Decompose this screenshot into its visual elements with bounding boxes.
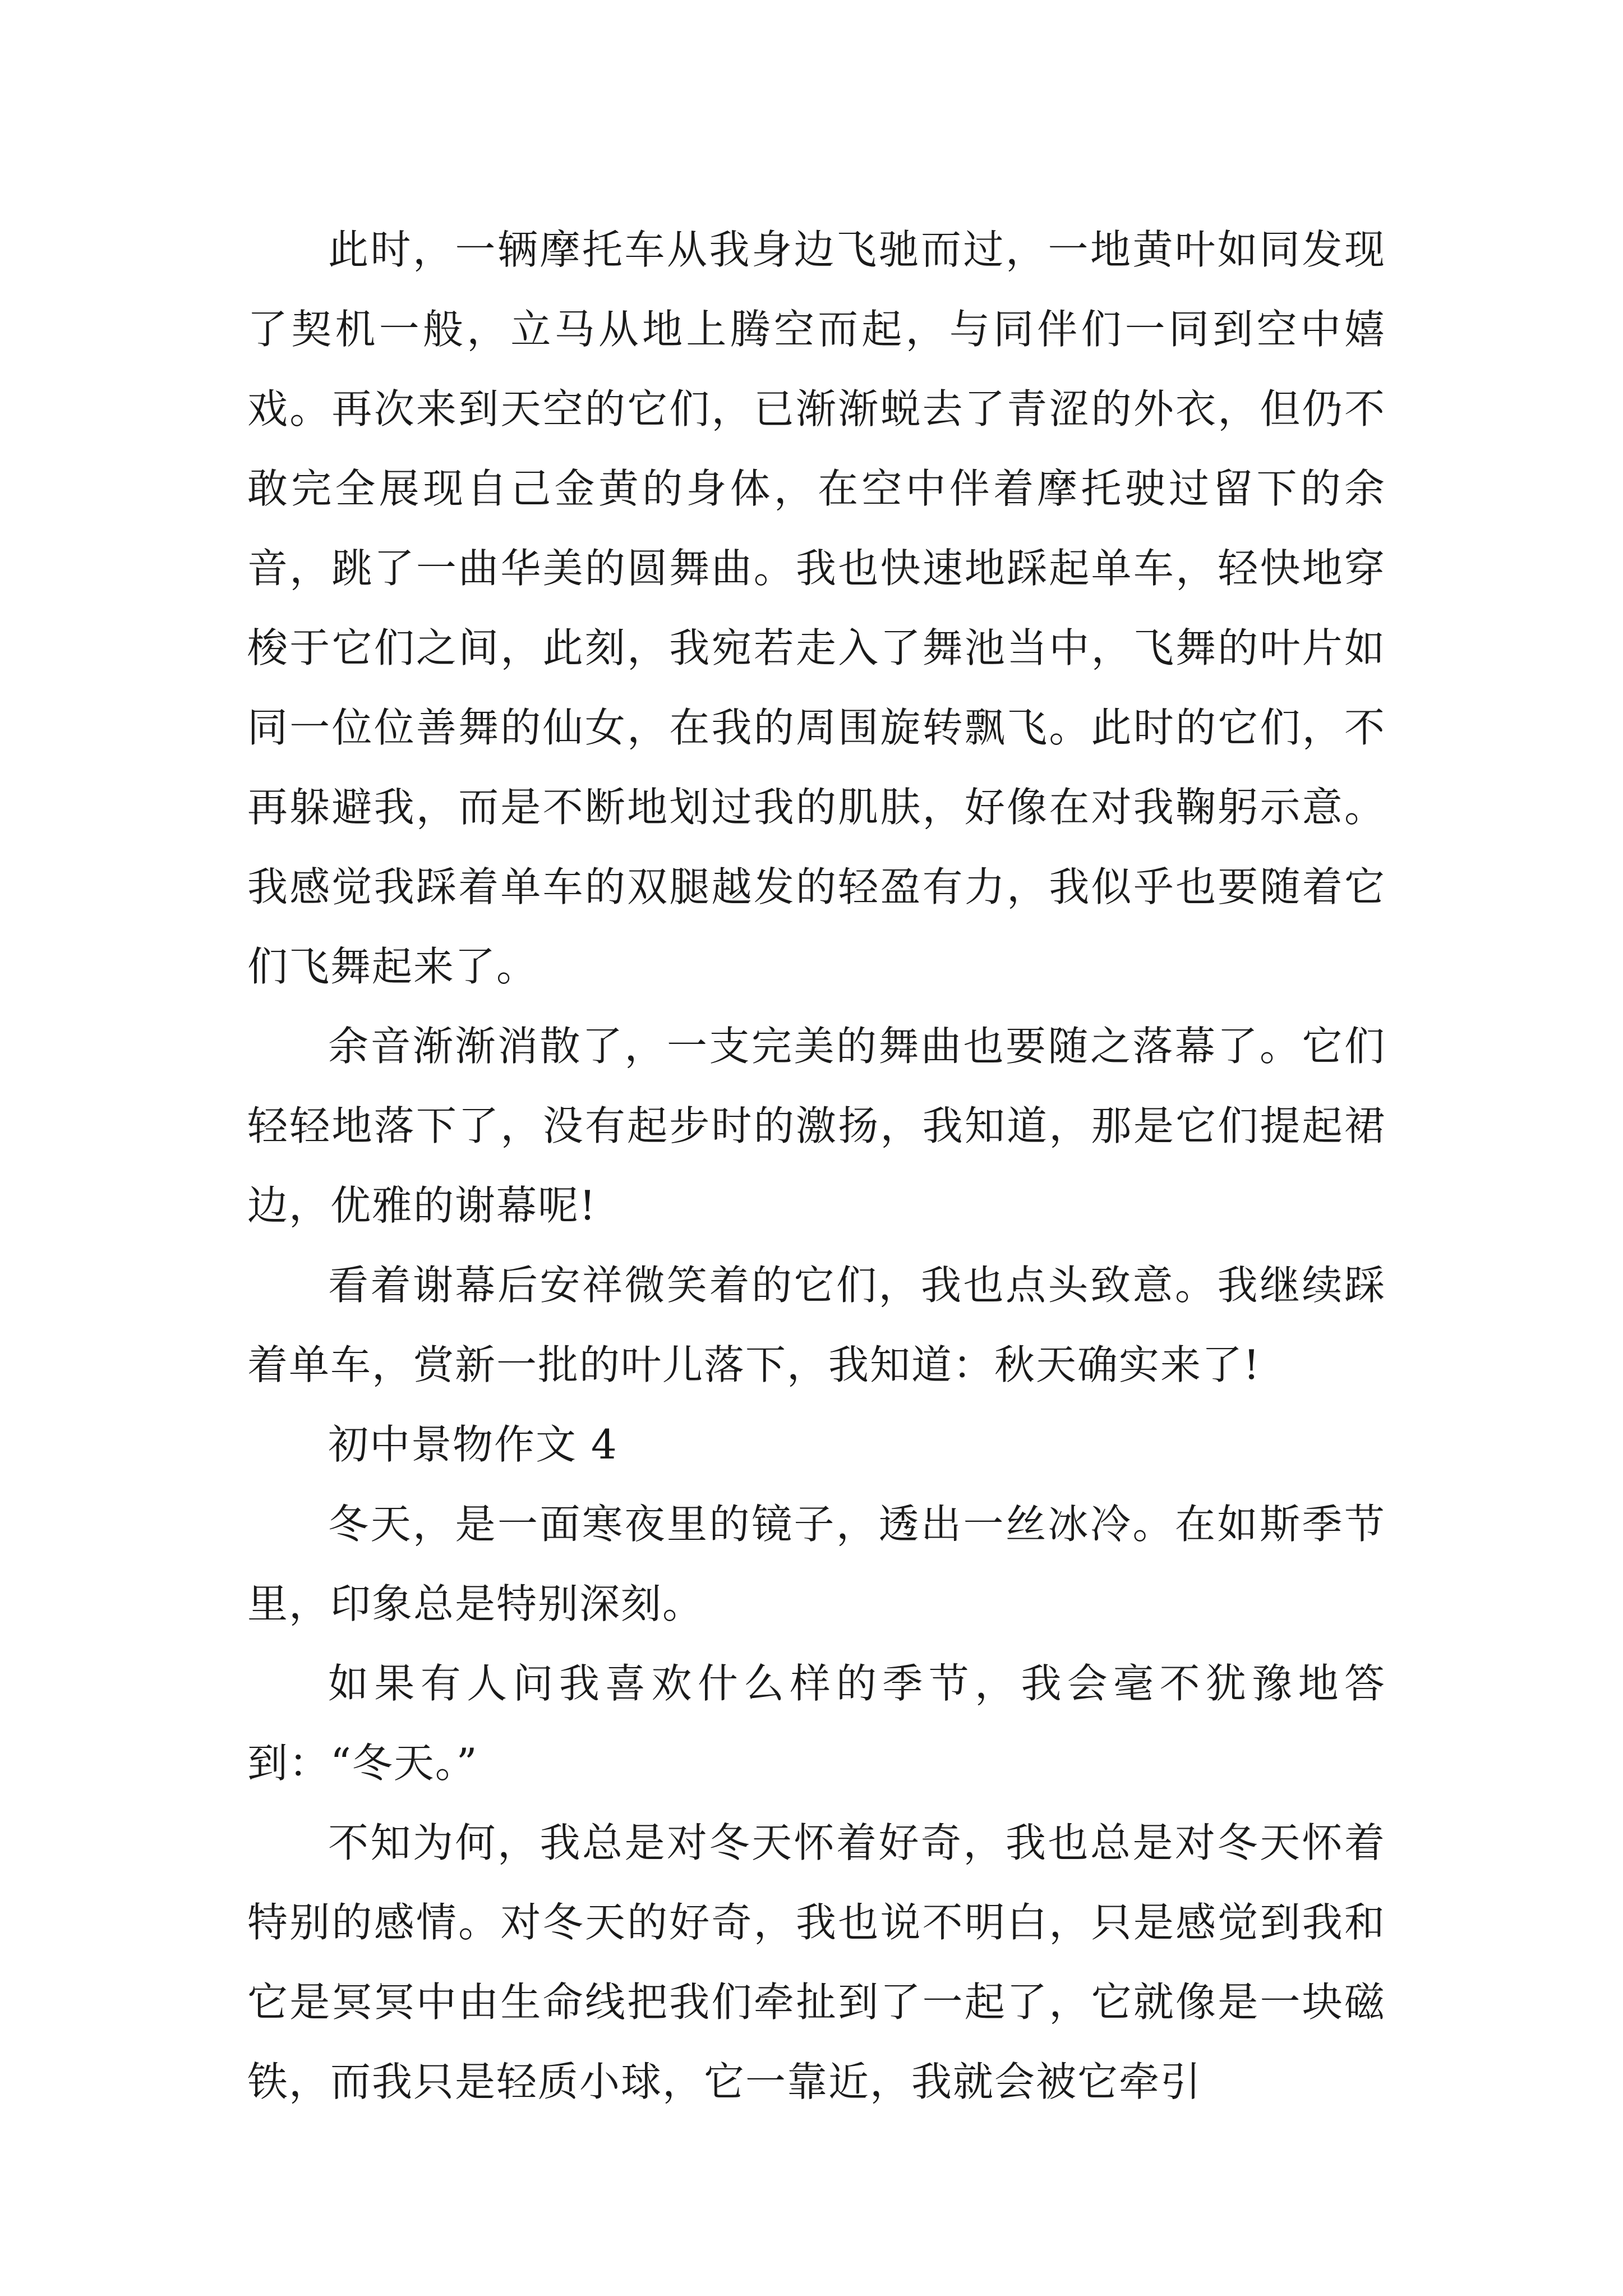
document-body: [247, 210, 1386, 2122]
paragraph-dance-ends: 余音渐渐消散了，一支完美的舞曲也要随之落幕了。它们轻轻地落下了，没有起步时的激扬，我知道，那是它们提起裙边，优雅的谢幕呢!: [247, 1023, 1386, 1229]
paragraph-winter-curiosity: 不知为何，我总是对冬天怀着好奇，我也总是对冬天怀着特别的感情。对冬天的好奇，我也说不明白，只是感觉到我和它是冥冥中由生命线把我们牵扯到了一起了，它就像是一块磁铁，而我只是轻质小球，它一靠近，我就会被它牵引: [247, 1819, 1386, 2105]
section-heading: 初中景物作文 4: [328, 1421, 618, 1468]
paragraph-favorite-season: 如果有人问我喜欢什么样的季节，我会毫不犹豫地答到：“冬天。”: [247, 1660, 1386, 1787]
paragraph-winter-mirror: 冬天，是一面寒夜里的镜子，透出一丝冰冷。在如斯季节里，印象总是特别深刻。: [247, 1501, 1386, 1627]
paragraph-autumn-arrived: 看着谢幕后安祥微笑着的它们，我也点头致意。我继续踩着单车，赏新一批的叶儿落下，我知道：秋天确实来了!: [247, 1262, 1386, 1388]
paragraph-motorcycle-leaves: 此时，一辆摩托车从我身边飞驰而过，一地黄叶如同发现了契机一般，立马从地上腾空而起，与同伴们一同到空中嬉戏。再次来到天空的它们，已渐渐蜕去了青涩的外衣，但仍不敢完全展现自己金黄的身体，在空中伴着摩托驶过留下的余音，跳了一曲华美的圆舞曲。我也快速地踩起单车，轻快地穿梭于它们之间，此刻，我宛若走入了舞池当中，飞舞的叶片如同一位位善舞的仙女，在我的周围旋转飘飞。此时的它们，不再躲避我，而是不断地划过我的肌肤，好像在对我鞠躬示意。我感觉我踩着单车的双腿越发的轻盈有力，我似乎也要随着它们飞舞起来了。: [247, 226, 1386, 990]
